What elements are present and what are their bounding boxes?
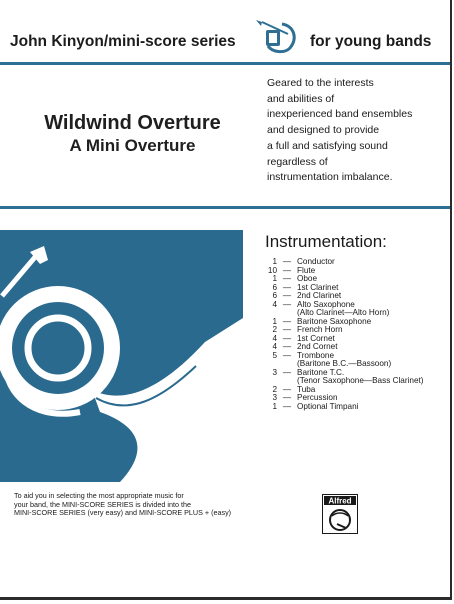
instrument-row (265, 292, 450, 301)
instrument-row (265, 335, 450, 344)
piece-title: Wildwind Overture (44, 112, 221, 134)
footer-line: MINI-SCORE SERIES (very easy) and MINI-SCORE PLUS + (easy) (14, 508, 232, 518)
instrument-name: Conductor (297, 257, 335, 266)
instrument-name: Baritone T.C. (297, 367, 345, 377)
middle-divider (0, 206, 450, 209)
instrument-name: (Baritone B.C.—Bassoon) (297, 359, 392, 368)
top-divider (0, 62, 450, 65)
alfred-logo-text: Alfred (328, 496, 352, 506)
dash: — (282, 325, 292, 334)
blurb-line: Geared to the interests (267, 77, 374, 89)
instrument-row (265, 267, 450, 276)
instrument-quantity: 1 (272, 401, 277, 411)
instrument-row (265, 258, 450, 267)
instrument-name: Flute (297, 265, 316, 275)
instrument-row (265, 343, 450, 352)
blurb-line: regardless of (267, 155, 328, 168)
french-horn-illustration (0, 230, 243, 482)
blurb-line: and abilities of (267, 92, 335, 105)
instrumentation-heading: Instrumentation: (265, 232, 387, 251)
instrument-quantity: 4 (272, 299, 277, 309)
blurb-line: a full and satisfying sound (267, 139, 388, 152)
dash: — (282, 282, 292, 292)
blurb-line: inexperienced band ensembles (267, 108, 413, 121)
instrument-name: (Tenor Saxophone—Bass Clarinet) (297, 376, 424, 385)
alfred-logo (322, 494, 358, 534)
dash: — (282, 291, 292, 300)
dash: — (282, 350, 292, 360)
instrument-quantity: 3 (272, 367, 277, 377)
instrument-name: (Alto Clarinet—Alto Horn) (297, 308, 390, 317)
instrument-quantity: 2 (272, 325, 277, 334)
instrument-name: Optional Timpani (297, 401, 359, 411)
blurb-line: and designed to provide (267, 124, 380, 137)
instrument-name: Percussion (297, 393, 338, 402)
dash: — (282, 393, 292, 402)
instrument-row (265, 275, 450, 284)
instrument-quantity: 2 (272, 384, 277, 394)
instrument-name: 1st Clarinet (297, 282, 339, 292)
instrument-quantity: 1 (272, 316, 277, 326)
instrument-row-continuation (265, 377, 450, 386)
series-suffix: for young bands (310, 33, 432, 50)
instrument-name: Tuba (297, 384, 316, 394)
instrument-quantity: 4 (272, 333, 277, 343)
footer-note (14, 492, 254, 518)
instrument-row (265, 326, 450, 335)
instrument-quantity: 1 (272, 274, 277, 283)
series-title: John Kinyon/mini-score series (10, 33, 236, 50)
footer-line: your band, the MINI-SCORE SERIES is divided into the (14, 499, 191, 509)
instrument-name: Trombone (297, 350, 335, 360)
instrument-quantity: 6 (272, 291, 277, 300)
instrument-row (265, 284, 450, 293)
instrument-name: Alto Saxophone (297, 299, 355, 309)
instrument-quantity: 1 (272, 257, 277, 266)
instrument-row (265, 403, 450, 412)
instrument-name: French Horn (297, 325, 343, 334)
instrument-quantity: 5 (272, 350, 277, 360)
instrument-row (265, 318, 450, 327)
footer-line: To aid you in selecting the most appropriate music for (14, 491, 184, 500)
instrument-name: Baritone Saxophone (297, 316, 372, 326)
instrument-name: 1st Cornet (297, 333, 335, 343)
dash: — (282, 367, 292, 377)
blurb-line: instrumentation imbalance. (267, 171, 393, 184)
dash: — (282, 342, 292, 351)
dash: — (282, 316, 292, 326)
instrument-quantity: 4 (272, 342, 277, 351)
dash: — (282, 299, 292, 309)
instrument-quantity: 3 (272, 393, 277, 402)
instrument-row-continuation (265, 360, 450, 369)
instrument-quantity: 10 (267, 265, 277, 275)
description-blurb (267, 76, 447, 186)
dash: — (282, 384, 292, 394)
mini-score-horn-icon (252, 18, 304, 56)
instrument-quantity: 6 (272, 282, 277, 292)
french-horn-drawing (0, 230, 243, 482)
piece-subtitle: A Mini Overture (69, 136, 196, 155)
instrument-name: 2nd Clarinet (297, 291, 342, 300)
dash: — (282, 257, 292, 266)
instrumentation-list (265, 258, 450, 411)
instrument-name: 2nd Cornet (297, 342, 338, 351)
dash: — (282, 333, 292, 343)
dash: — (282, 265, 292, 275)
dash: — (282, 401, 292, 411)
instrument-row (265, 386, 450, 395)
instrument-name: Oboe (297, 274, 318, 283)
dash: — (282, 274, 292, 283)
